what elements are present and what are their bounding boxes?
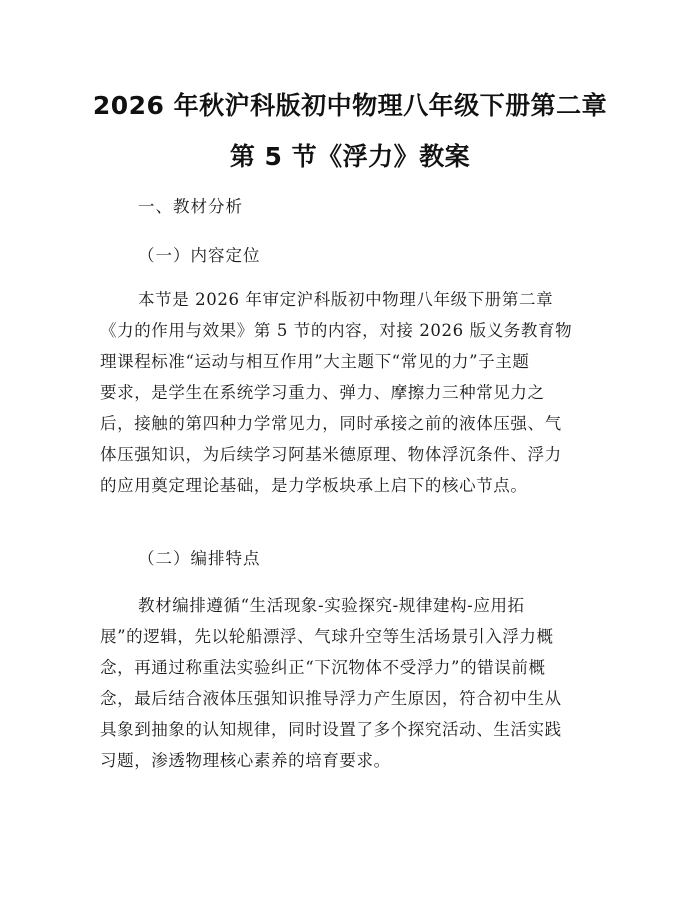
paragraph-line: 后，接触的第四种力学常见力，同时承接之前的液体压强、气: [100, 414, 562, 433]
section-heading-textbook-analysis: 一、教材分析: [138, 197, 243, 216]
paragraph-line: 要求，是学生在系统学习重力、弹力、摩擦力三种常见力之: [100, 383, 545, 402]
paragraph-line: 展”的逻辑，先以轮船漂浮、气球升空等生活场景引入浮力概: [100, 627, 554, 646]
paragraph-line: 习题，渗透物理核心素养的培育要求。: [100, 751, 391, 770]
subsection-heading-content-positioning: （一）内容定位: [138, 246, 261, 265]
paragraph-content-positioning: [100, 284, 600, 501]
paragraph-line: 念，最后结合液体压强知识推导浮力产生原因，符合初中生从: [100, 689, 562, 708]
paragraph-layout-features: [100, 590, 600, 776]
paragraph-line: 本节是 2026 年审定沪科版初中物理八年级下册第二章: [138, 290, 554, 309]
paragraph-line: 《力的作用与效果》第 5 节的内容，对接 2026 版义务教育物: [100, 321, 573, 340]
subsection-heading-layout-features: （二）编排特点: [138, 549, 261, 568]
paragraph-line: 体压强知识，为后续学习阿基米德原理、物体浮沉条件、浮力: [100, 445, 562, 464]
document-title-line-1: 2026 年秋沪科版初中物理八年级下册第二章: [92, 91, 608, 120]
document-title-line-2: 第 5 节《浮力》教案: [229, 142, 471, 171]
paragraph-line: 理课程标准“运动与相互作用”大主题下“常见的力”子主题: [100, 352, 530, 371]
paragraph-line: 的应用奠定理论基础，是力学板块承上启下的核心节点。: [100, 476, 528, 495]
paragraph-line: 教材编排遵循“生活现象-实验探究-规律建构-应用拓: [138, 596, 525, 615]
paragraph-line: 念，再通过称重法实验纠正“下沉物体不受浮力”的错误前概: [100, 658, 546, 677]
paragraph-line: 具象到抽象的认知规律，同时设置了多个探究活动、生活实践: [100, 720, 562, 739]
